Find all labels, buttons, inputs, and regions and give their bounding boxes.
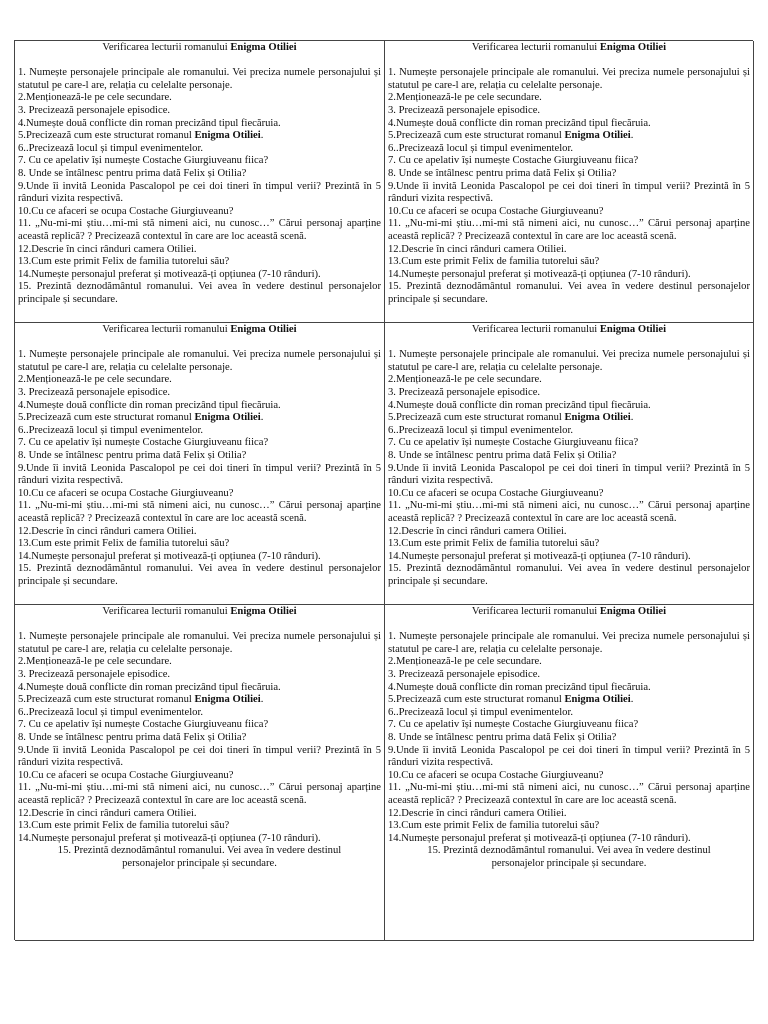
question-text: 14.Numește personajul preferat și motivează-ți opțiunea (7-10 rânduri). xyxy=(18,832,321,844)
question-item xyxy=(388,374,750,387)
question-item xyxy=(388,92,750,105)
question-novel-name: Enigma Otiliei xyxy=(564,694,631,706)
worksheet-grid xyxy=(14,40,753,940)
question-text: 12.Descrie în cinci rânduri camera Otiliei. xyxy=(388,807,567,819)
question-item xyxy=(18,833,381,846)
question-item xyxy=(388,281,750,306)
question-text: 1. Numește personajele principale ale romanului. Vei preciza numele personajului și statutul pe care-l are, relația cu celelalte personaje. xyxy=(18,349,381,373)
question-text: 15. Prezintă deznodământul romanului. Vei avea în vedere destinul personajelor principale și secundare. xyxy=(388,563,750,587)
question-text: 10.Cu ce afaceri se ocupa Costache Giurgiuveanu? xyxy=(18,205,234,217)
question-item xyxy=(18,269,381,282)
question-text: 8. Unde se întâlnesc pentru prima dată Felix și Otilia? xyxy=(18,167,247,179)
question-text: 9.Unde îi invită Leonida Pascalopol pe cei doi tineri în timpul verii? Prezintă în 5 rânduri vizita respectivă. xyxy=(388,744,750,769)
question-text: 3. Precizează personajele episodice. xyxy=(388,386,541,398)
question-item xyxy=(388,412,750,425)
question-text: 11. „Nu-mi-mi știu…mi-mi stă nimeni aici, nu cunosc…” Cărui personaj aparține această replică? ? Precizează contextul în care are loc această scenă. xyxy=(388,782,750,806)
question-item xyxy=(18,463,381,488)
question-text-end: . xyxy=(630,412,634,424)
question-item xyxy=(388,463,750,488)
question-item xyxy=(18,425,381,438)
question-text: 3. Precizează personajele episodice. xyxy=(18,104,171,116)
question-text: 3. Precizează personajele episodice. xyxy=(388,668,541,680)
question-text: 13.Cum este primit Felix de familia tutorelui său? xyxy=(18,538,230,550)
question-item xyxy=(18,745,381,770)
question-item xyxy=(18,631,381,656)
question-text: 10.Cu ce afaceri se ocupa Costache Giurgiuveanu? xyxy=(18,769,234,781)
question-item xyxy=(18,387,381,400)
title-prefix: Verificarea lecturii romanului xyxy=(471,606,600,617)
question-text: 4.Numește două conflicte din roman precizând tipul fiecăruia. xyxy=(18,681,281,693)
question-item xyxy=(18,526,381,539)
question-item xyxy=(388,425,750,438)
question-text: 8. Unde se întâlnesc pentru prima dată Felix și Otilia? xyxy=(388,167,617,179)
worksheet-title xyxy=(18,606,381,619)
question-text: 5.Precizează cum este structurat romanul xyxy=(388,412,565,424)
question-item xyxy=(18,105,381,118)
question-text: 4.Numește două conflicte din roman precizând tipul fiecăruia. xyxy=(18,117,281,129)
question-item xyxy=(388,538,750,551)
question-item xyxy=(18,782,381,807)
question-item xyxy=(18,67,381,92)
question-text: 2.Menționează-le pe cele secundare. xyxy=(18,92,172,104)
question-novel-name: Enigma Otiliei xyxy=(194,130,261,142)
question-item xyxy=(388,400,750,413)
question-item xyxy=(18,845,381,870)
question-item xyxy=(388,118,750,131)
question-item xyxy=(18,488,381,501)
question-item xyxy=(388,745,750,770)
question-item xyxy=(18,820,381,833)
question-item xyxy=(388,256,750,269)
question-text: 13.Cum este primit Felix de familia tutorelui său? xyxy=(388,256,600,268)
question-item xyxy=(388,206,750,219)
question-text: 5.Precizează cum este structurat romanul xyxy=(18,130,195,142)
question-text: 13.Cum este primit Felix de familia tutorelui său? xyxy=(388,538,600,550)
worksheet-cell xyxy=(15,605,385,941)
question-item xyxy=(388,500,750,525)
question-text: 13.Cum este primit Felix de familia tutorelui său? xyxy=(388,820,600,832)
question-text: 4.Numește două conflicte din roman precizând tipul fiecăruia. xyxy=(18,399,281,411)
question-text-end: . xyxy=(630,130,634,142)
question-item xyxy=(18,118,381,131)
question-text: 11. „Nu-mi-mi știu…mi-mi stă nimeni aici, nu cunosc…” Cărui personaj aparține această replică? ? Precizează contextul în care are loc această scenă. xyxy=(388,500,750,524)
question-text: 2.Menționează-le pe cele secundare. xyxy=(18,656,172,668)
question-item xyxy=(18,218,381,243)
question-text: 5.Precizează cum este structurat romanul xyxy=(388,130,565,142)
question-item xyxy=(388,782,750,807)
question-text: 9.Unde îi invită Leonida Pascalopol pe cei doi tineri în timpul verii? Prezintă în 5 rânduri vizita respectivă. xyxy=(18,462,381,487)
question-text: 1. Numește personajele principale ale romanului. Vei preciza numele personajului și statutul pe care-l are, relația cu celelalte personaje. xyxy=(388,631,750,655)
question-text: 10.Cu ce afaceri se ocupa Costache Giurgiuveanu? xyxy=(388,769,604,781)
title-prefix: Verificarea lecturii romanului xyxy=(471,324,600,335)
question-item xyxy=(18,538,381,551)
question-item xyxy=(388,833,750,846)
question-novel-name: Enigma Otiliei xyxy=(194,694,261,706)
question-text: 10.Cu ce afaceri se ocupa Costache Giurgiuveanu? xyxy=(388,487,604,499)
question-novel-name: Enigma Otiliei xyxy=(564,130,631,142)
question-text: 9.Unde îi invită Leonida Pascalopol pe cei doi tineri în timpul verii? Prezintă în 5 rânduri vizita respectivă. xyxy=(18,180,381,205)
question-item xyxy=(18,770,381,783)
question-text: 13.Cum este primit Felix de familia tutorelui său? xyxy=(18,820,230,832)
question-text: 9.Unde îi invită Leonida Pascalopol pe cei doi tineri în timpul verii? Prezintă în 5 rânduri vizita respectivă. xyxy=(388,180,750,205)
question-text: 14.Numește personajul preferat și motivează-ți opțiunea (7-10 rânduri). xyxy=(388,550,691,562)
question-text: 12.Descrie în cinci rânduri camera Otiliei. xyxy=(388,525,567,537)
title-prefix: Verificarea lecturii romanului xyxy=(102,42,231,53)
question-text: 2.Menționează-le pe cele secundare. xyxy=(18,374,172,386)
question-text: 2.Menționează-le pe cele secundare. xyxy=(388,374,542,386)
question-item xyxy=(18,732,381,745)
title-prefix: Verificarea lecturii romanului xyxy=(471,42,600,53)
question-item xyxy=(18,719,381,732)
question-item xyxy=(18,256,381,269)
question-item xyxy=(388,820,750,833)
question-text: 15. Prezintă deznodământul romanului. Vei avea în vedere destinul personajelor principale și secundare. xyxy=(18,281,381,305)
worksheet-title xyxy=(388,42,750,55)
question-item xyxy=(18,808,381,821)
question-item xyxy=(18,281,381,306)
question-item xyxy=(388,694,750,707)
question-text: 7. Cu ce apelativ își numește Costache Giurgiuveanu fiica? xyxy=(18,437,269,449)
question-text: 6..Precizează locul și timpul evenimentelor. xyxy=(18,706,204,718)
question-item xyxy=(388,130,750,143)
worksheet-title xyxy=(18,42,381,55)
question-text: 5.Precizează cum este structurat romanul xyxy=(18,412,195,424)
question-text: 1. Numește personajele principale ale romanului. Vei preciza numele personajului și statutul pe care-l are, relația cu celelalte personaje. xyxy=(18,631,381,655)
question-item xyxy=(18,669,381,682)
question-item xyxy=(18,244,381,257)
worksheet-title xyxy=(18,324,381,337)
question-item xyxy=(18,563,381,588)
question-text: 14.Numește personajul preferat și motivează-ți opțiunea (7-10 rânduri). xyxy=(18,550,321,562)
question-text: 1. Numește personajele principale ale romanului. Vei preciza numele personajului și statutul pe care-l are, relația cu celelalte personaje. xyxy=(18,67,381,91)
question-item xyxy=(388,551,750,564)
title-novel-name: Enigma Otiliei xyxy=(599,42,667,53)
question-text: 3. Precizează personajele episodice. xyxy=(18,386,171,398)
question-item xyxy=(388,105,750,118)
question-text: 6..Precizează locul și timpul evenimentelor. xyxy=(388,706,574,718)
question-novel-name: Enigma Otiliei xyxy=(564,412,631,424)
question-item xyxy=(388,732,750,745)
question-item xyxy=(388,450,750,463)
question-item xyxy=(18,181,381,206)
question-text: 11. „Nu-mi-mi știu…mi-mi stă nimeni aici, nu cunosc…” Cărui personaj aparține această replică? ? Precizează contextul în care are loc această scenă. xyxy=(18,500,381,524)
question-text: 9.Unde îi invită Leonida Pascalopol pe cei doi tineri în timpul verii? Prezintă în 5 rânduri vizita respectivă. xyxy=(388,462,750,487)
question-item xyxy=(18,168,381,181)
worksheet-cell xyxy=(385,41,754,323)
question-text-end: . xyxy=(260,694,264,706)
question-text: 6..Precizează locul și timpul evenimentelor. xyxy=(18,142,204,154)
question-text: 6..Precizează locul și timpul evenimentelor. xyxy=(388,424,574,436)
question-item xyxy=(18,130,381,143)
question-text: 4.Numește două conflicte din roman precizând tipul fiecăruia. xyxy=(388,399,651,411)
question-item xyxy=(18,92,381,105)
question-text: 8. Unde se întâlnesc pentru prima dată Felix și Otilia? xyxy=(18,449,247,461)
question-text: 7. Cu ce apelativ își numește Costache Giurgiuveanu fiica? xyxy=(388,437,639,449)
question-item xyxy=(18,450,381,463)
question-item xyxy=(388,488,750,501)
question-text: 11. „Nu-mi-mi știu…mi-mi stă nimeni aici, nu cunosc…” Cărui personaj aparține această replică? ? Precizează contextul în care are loc această scenă. xyxy=(18,218,381,242)
question-text: 5.Precizează cum este structurat romanul xyxy=(388,694,565,706)
question-text: 10.Cu ce afaceri se ocupa Costache Giurgiuveanu? xyxy=(18,487,234,499)
title-prefix: Verificarea lecturii romanului xyxy=(102,324,231,335)
question-item xyxy=(18,707,381,720)
question-text: 7. Cu ce apelativ își numește Costache Giurgiuveanu fiica? xyxy=(18,719,269,731)
question-item xyxy=(388,181,750,206)
question-text: 8. Unde se întâlnesc pentru prima dată Felix și Otilia? xyxy=(388,449,617,461)
question-text: 6..Precizează locul și timpul evenimentelor. xyxy=(388,142,574,154)
question-text: 12.Descrie în cinci rânduri camera Otiliei. xyxy=(388,243,567,255)
question-item xyxy=(18,206,381,219)
question-item xyxy=(388,155,750,168)
question-item xyxy=(18,656,381,669)
question-text: 15. Prezintă deznodământul romanului. Vei avea în vedere destinul personajelor principale și secundare. xyxy=(18,563,381,587)
worksheet-cell xyxy=(15,323,385,605)
worksheet-cell xyxy=(385,605,754,941)
title-prefix: Verificarea lecturii romanului xyxy=(102,606,231,617)
question-text: 15. Prezintă deznodământul romanului. Vei avea în vedere destinul personajelor principale și secundare. xyxy=(427,845,711,869)
question-text: 8. Unde se întâlnesc pentru prima dată Felix și Otilia? xyxy=(18,731,247,743)
question-item xyxy=(18,374,381,387)
question-item xyxy=(388,168,750,181)
question-text: 4.Numește două conflicte din roman precizând tipul fiecăruia. xyxy=(388,117,651,129)
question-text: 1. Numește personajele principale ale romanului. Vei preciza numele personajului și statutul pe care-l are, relația cu celelalte personaje. xyxy=(388,349,750,373)
question-item xyxy=(18,682,381,695)
question-text: 15. Prezintă deznodământul romanului. Vei avea în vedere destinul personajelor principale și secundare. xyxy=(57,845,342,869)
question-text: 11. „Nu-mi-mi știu…mi-mi stă nimeni aici, nu cunosc…” Cărui personaj aparține această replică? ? Precizează contextul în care are loc această scenă. xyxy=(18,782,381,806)
question-item xyxy=(388,669,750,682)
question-item xyxy=(18,400,381,413)
question-item xyxy=(388,218,750,243)
question-text: 8. Unde se întâlnesc pentru prima dată Felix și Otilia? xyxy=(388,731,617,743)
question-item xyxy=(18,551,381,564)
question-text: 9.Unde îi invită Leonida Pascalopol pe cei doi tineri în timpul verii? Prezintă în 5 rânduri vizita respectivă. xyxy=(18,744,381,769)
question-item xyxy=(388,656,750,669)
question-text: 14.Numește personajul preferat și motivează-ți opțiunea (7-10 rânduri). xyxy=(18,268,321,280)
question-text: 5.Precizează cum este structurat romanul xyxy=(18,694,195,706)
question-item xyxy=(388,244,750,257)
question-text: 14.Numește personajul preferat și motivează-ți opțiunea (7-10 rânduri). xyxy=(388,268,691,280)
question-text-end: . xyxy=(630,694,634,706)
title-novel-name: Enigma Otiliei xyxy=(230,606,297,617)
question-text: 15. Prezintă deznodământul romanului. Vei avea în vedere destinul personajelor principale și secundare. xyxy=(388,281,750,305)
question-item xyxy=(388,269,750,282)
title-novel-name: Enigma Otiliei xyxy=(230,324,297,335)
question-text: 6..Precizează locul și timpul evenimentelor. xyxy=(18,424,204,436)
question-item xyxy=(18,412,381,425)
question-item xyxy=(18,437,381,450)
question-text: 7. Cu ce apelativ își numește Costache Giurgiuveanu fiica? xyxy=(388,719,639,731)
question-item xyxy=(388,437,750,450)
question-item xyxy=(18,143,381,156)
question-text-end: . xyxy=(260,130,264,142)
question-text: 7. Cu ce apelativ își numește Costache Giurgiuveanu fiica? xyxy=(388,155,639,167)
question-text: 12.Descrie în cinci rânduri camera Otiliei. xyxy=(18,525,197,537)
question-item xyxy=(388,67,750,92)
question-item xyxy=(388,387,750,400)
question-item xyxy=(388,808,750,821)
question-item xyxy=(18,694,381,707)
question-text: 13.Cum este primit Felix de familia tutorelui său? xyxy=(18,256,230,268)
question-text: 11. „Nu-mi-mi știu…mi-mi stă nimeni aici, nu cunosc…” Cărui personaj aparține această replică? ? Precizează contextul în care are loc această scenă. xyxy=(388,218,750,242)
question-item xyxy=(388,770,750,783)
question-item xyxy=(388,845,750,870)
question-item xyxy=(18,155,381,168)
question-item xyxy=(388,682,750,695)
worksheet-cell xyxy=(15,41,385,323)
question-text: 2.Menționează-le pe cele secundare. xyxy=(388,92,542,104)
title-novel-name: Enigma Otiliei xyxy=(599,606,667,617)
question-item xyxy=(388,719,750,732)
question-item xyxy=(388,631,750,656)
question-text: 12.Descrie în cinci rânduri camera Otiliei. xyxy=(18,807,197,819)
question-novel-name: Enigma Otiliei xyxy=(194,412,261,424)
question-item xyxy=(388,526,750,539)
question-text: 1. Numește personajele principale ale romanului. Vei preciza numele personajului și statutul pe care-l are, relația cu celelalte personaje. xyxy=(388,67,750,91)
question-text: 2.Menționează-le pe cele secundare. xyxy=(388,656,542,668)
question-text: 7. Cu ce apelativ își numește Costache Giurgiuveanu fiica? xyxy=(18,155,269,167)
question-item xyxy=(388,143,750,156)
worksheet-title xyxy=(388,324,750,337)
question-text: 10.Cu ce afaceri se ocupa Costache Giurgiuveanu? xyxy=(388,205,604,217)
title-novel-name: Enigma Otiliei xyxy=(230,42,297,53)
title-novel-name: Enigma Otiliei xyxy=(599,324,667,335)
question-item xyxy=(388,707,750,720)
question-text: 14.Numește personajul preferat și motivează-ți opțiunea (7-10 rânduri). xyxy=(388,832,691,844)
worksheet-cell xyxy=(385,323,754,605)
question-text-end: . xyxy=(260,412,264,424)
question-item xyxy=(18,349,381,374)
question-text: 4.Numește două conflicte din roman precizând tipul fiecăruia. xyxy=(388,681,651,693)
question-text: 3. Precizează personajele episodice. xyxy=(388,104,541,116)
worksheet-title xyxy=(388,606,750,619)
question-text: 3. Precizează personajele episodice. xyxy=(18,668,171,680)
question-text: 12.Descrie în cinci rânduri camera Otiliei. xyxy=(18,243,197,255)
question-item xyxy=(18,500,381,525)
question-item xyxy=(388,563,750,588)
question-item xyxy=(388,349,750,374)
